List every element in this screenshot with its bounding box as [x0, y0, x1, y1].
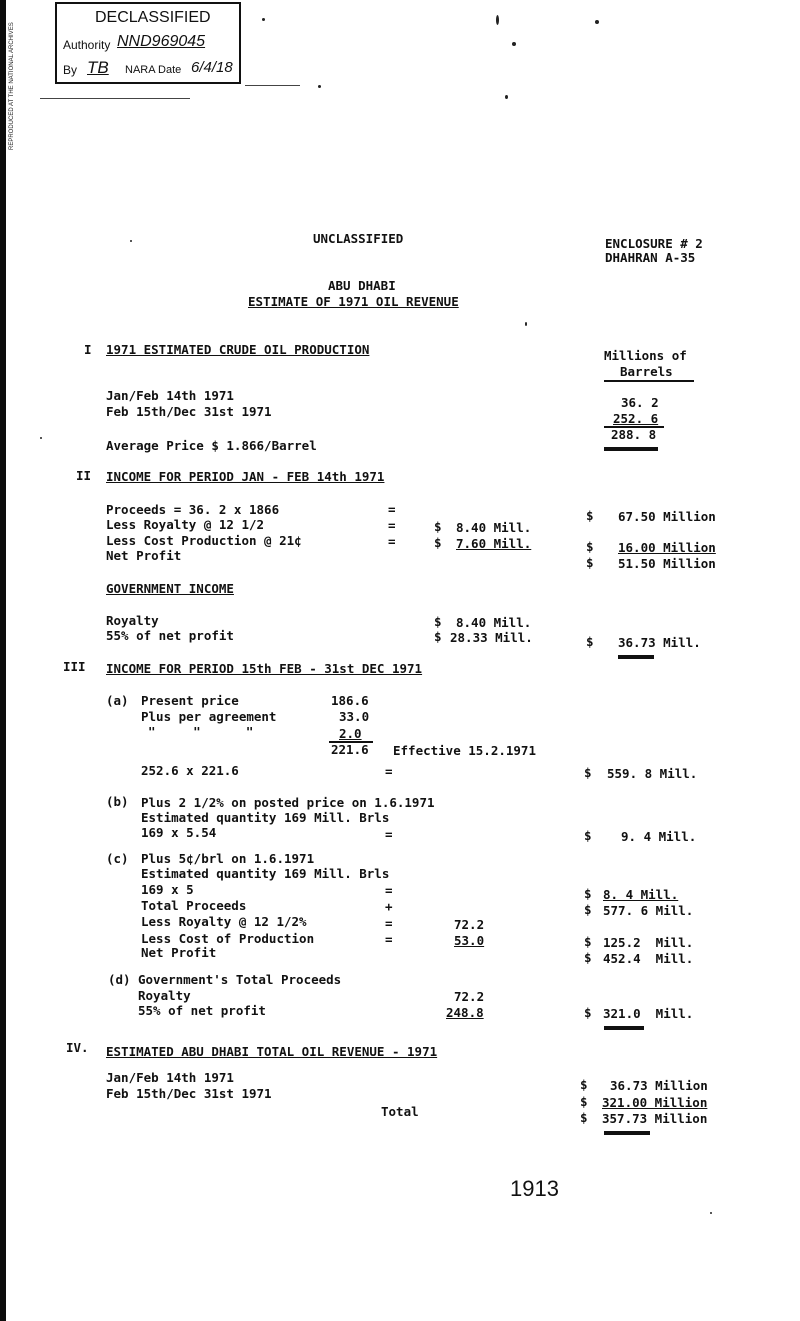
- stamp-authority-value: NND969045: [117, 33, 206, 50]
- s3-d3: 55% of net profit: [138, 1003, 266, 1018]
- s2-proceeds-label: Proceeds = 36. 2 x 1866: [106, 502, 280, 517]
- dollar-sign: $: [434, 535, 442, 550]
- speck: [262, 18, 265, 21]
- margin-note: REPRODUCED AT THE NATIONAL ARCHIVES: [9, 22, 15, 150]
- s4-r2-label: Feb 15th/Dec 31st 1971: [106, 1086, 272, 1101]
- s3-b1: Plus 2 1/2% on posted price on 1.6.1971: [141, 795, 435, 810]
- s3-c3-value: 8. 4 Mill.: [603, 887, 679, 902]
- s3-c6-value: 125.2 Mill.: [603, 935, 694, 950]
- equals-sign: =: [388, 534, 396, 549]
- dollar-sign: $: [586, 634, 594, 649]
- speck: [496, 15, 499, 25]
- section-1-col-header-1: Millions of: [604, 348, 687, 363]
- s3-a3-value: 2.0: [339, 726, 362, 741]
- s2-gov-total: 36.73 Mill.: [618, 635, 701, 650]
- s3-c7: Net Profit: [141, 945, 217, 960]
- speck: [595, 20, 599, 24]
- dhahran-reference: DHAHRAN A-35: [605, 250, 696, 265]
- speck: [130, 240, 132, 242]
- section-2-title: INCOME FOR PERIOD JAN - FEB 14th 1971: [106, 469, 385, 484]
- dollar-sign: $: [584, 886, 592, 901]
- s3-b-total: 9. 4 Mill.: [621, 829, 697, 844]
- double-underline: [618, 655, 654, 659]
- s3-c7-value: 452.4 Mill.: [603, 951, 694, 966]
- page-edge-bar: [0, 0, 6, 1321]
- equals-sign: =: [385, 932, 393, 947]
- s1-row1-label: Jan/Feb 14th 1971: [106, 388, 234, 403]
- double-underline: [604, 1026, 644, 1030]
- stamp-nara-label: NARA Date: [125, 64, 182, 76]
- s2-royalty-label: Less Royalty @ 12 1/2: [106, 517, 265, 532]
- stamp-scribble-line-2: [245, 85, 300, 86]
- stamp-by-label: By: [63, 63, 78, 77]
- s3-a-effective: Effective 15.2.1971: [393, 743, 536, 758]
- classification-label: UNCLASSIFIED: [313, 231, 404, 246]
- s2-cost-label: Less Cost Production @ 21¢: [106, 533, 302, 548]
- s4-r2-value: 321.00 Million: [602, 1095, 708, 1110]
- dollar-sign: $: [586, 508, 594, 523]
- s1-total-value: 288. 8: [611, 427, 657, 442]
- s3-b-label: (b): [106, 794, 129, 809]
- dollar-sign: $: [586, 555, 594, 570]
- s2-royalty-mid: 8.40 Mill.: [456, 520, 532, 535]
- s4-total-label: Total: [381, 1104, 419, 1119]
- s2-gov-royalty-mid: 8.40 Mill.: [456, 615, 532, 630]
- dollar-sign: $: [584, 828, 592, 843]
- dollar-sign: $: [580, 1094, 588, 1109]
- equals-sign: =: [385, 916, 393, 931]
- section-1-col-header-2: Barrels: [620, 364, 673, 379]
- speck: [525, 322, 527, 326]
- section-1-numeral: I: [84, 342, 92, 357]
- s4-r1-label: Jan/Feb 14th 1971: [106, 1070, 234, 1085]
- plus-sign: +: [385, 899, 393, 914]
- equals-sign: =: [388, 518, 396, 533]
- stamp-scribble-line: [40, 98, 190, 99]
- s3-a2-value: 33.0: [339, 709, 370, 724]
- dollar-sign: $: [584, 934, 592, 949]
- s2-net-label: Net Profit: [106, 548, 182, 563]
- speck: [710, 1212, 712, 1214]
- s3-c2: Estimated quantity 169 Mill. Brls: [141, 866, 390, 881]
- s3-d1: Government's Total Proceeds: [138, 972, 342, 987]
- government-income-heading: GOVERNMENT INCOME: [106, 581, 234, 596]
- dollar-sign: $: [434, 629, 442, 644]
- dollar-sign: $: [434, 614, 442, 629]
- s2-gov-net-mid: 28.33 Mill.: [450, 630, 533, 645]
- s3-d-total: 321.0 Mill.: [603, 1006, 694, 1021]
- section-4-title: ESTIMATED ABU DHABI TOTAL OIL REVENUE - 1971: [106, 1044, 438, 1059]
- stamp-authority-label: Authority: [63, 38, 111, 52]
- section-1-title: 1971 ESTIMATED CRUDE OIL PRODUCTION: [106, 342, 370, 357]
- s3-a1-value: 186.6: [331, 693, 369, 708]
- double-underline: [604, 447, 658, 451]
- dollar-sign: $: [584, 765, 592, 780]
- s3-d-label: (d): [108, 972, 131, 987]
- s3-c5: Less Royalty @ 12 1/2%: [141, 914, 307, 929]
- s3-a-sum: 221.6: [331, 742, 369, 757]
- s2-gov-net-label: 55% of net profit: [106, 628, 234, 643]
- dollar-sign: $: [586, 539, 594, 554]
- s3-d2: Royalty: [138, 988, 191, 1003]
- double-underline: [604, 1131, 650, 1135]
- s2-gov-royalty-label: Royalty: [106, 613, 159, 628]
- document-title-line-1: ABU DHABI: [328, 278, 396, 293]
- stamp-title: DECLASSIFIED: [95, 9, 211, 26]
- dollar-sign: $: [580, 1110, 588, 1125]
- s2-proceeds-value: 67.50 Million: [618, 509, 716, 524]
- s3-a2-label: Plus per agreement: [141, 709, 277, 724]
- dollar-sign: $: [580, 1077, 588, 1092]
- equals-sign: =: [385, 827, 393, 842]
- s3-a-total: 559. 8 Mill.: [607, 766, 698, 781]
- s3-c-label: (c): [106, 851, 129, 866]
- stamp-nara-value: 6/4/18: [191, 59, 233, 76]
- enclosure-label: ENCLOSURE # 2: [605, 236, 703, 251]
- s1-row1-value: 36. 2: [621, 395, 659, 410]
- section-2-numeral: II: [76, 468, 92, 483]
- document-title-line-2: ESTIMATE OF 1971 OIL REVENUE: [248, 294, 459, 309]
- s2-cost-value: 16.00 Million: [618, 540, 716, 555]
- column-header-underline: [604, 380, 694, 382]
- section-3-title: INCOME FOR PERIOD 15th FEB - 31st DEC 1971: [106, 661, 423, 676]
- s3-c6: Less Cost of Production: [141, 931, 315, 946]
- s3-a-label: (a): [106, 693, 129, 708]
- s3-a3-label: " " ": [148, 724, 254, 739]
- s3-c4: Total Proceeds: [141, 898, 247, 913]
- s3-c4-value: 577. 6 Mill.: [603, 903, 694, 918]
- s3-b2: Estimated quantity 169 Mill. Brls: [141, 810, 390, 825]
- s3-c5-mid: 72.2: [454, 917, 485, 932]
- s3-c1: Plus 5¢/brl on 1.6.1971: [141, 851, 315, 866]
- speck: [505, 95, 508, 99]
- s2-net-value: 51.50 Million: [618, 556, 716, 571]
- stamp-by-value: TB: [87, 58, 109, 77]
- page-number: 1913: [510, 1176, 559, 1201]
- s3-c6-mid: 53.0: [454, 933, 485, 948]
- dollar-sign: $: [584, 902, 592, 917]
- dollar-sign: $: [434, 519, 442, 534]
- speck: [512, 42, 516, 46]
- section-3-numeral: III: [63, 659, 86, 674]
- s3-d3-mid: 248.8: [446, 1005, 484, 1020]
- s1-row2-label: Feb 15th/Dec 31st 1971: [106, 404, 272, 419]
- equals-sign: =: [385, 764, 393, 779]
- speck: [318, 85, 321, 88]
- s1-row2-value: 252. 6: [613, 411, 659, 426]
- section-4-numeral: IV.: [66, 1040, 89, 1055]
- dollar-sign: $: [584, 950, 592, 965]
- average-price: Average Price $ 1.866/Barrel: [106, 438, 317, 453]
- equals-sign: =: [385, 883, 393, 898]
- speck: [40, 437, 42, 439]
- equals-sign: =: [388, 502, 396, 517]
- s4-total-value: 357.73 Million: [602, 1111, 708, 1126]
- s2-cost-mid: 7.60 Mill.: [456, 536, 532, 551]
- s3-c3: 169 x 5: [141, 882, 194, 897]
- s3-a1-label: Present price: [141, 693, 239, 708]
- s4-r1-value: 36.73 Million: [610, 1078, 708, 1093]
- dollar-sign: $: [584, 1005, 592, 1020]
- declassified-stamp: [55, 2, 241, 84]
- s3-b3: 169 x 5.54: [141, 825, 217, 840]
- s3-a-calc: 252.6 x 221.6: [141, 763, 239, 778]
- s3-d2-mid: 72.2: [454, 989, 485, 1004]
